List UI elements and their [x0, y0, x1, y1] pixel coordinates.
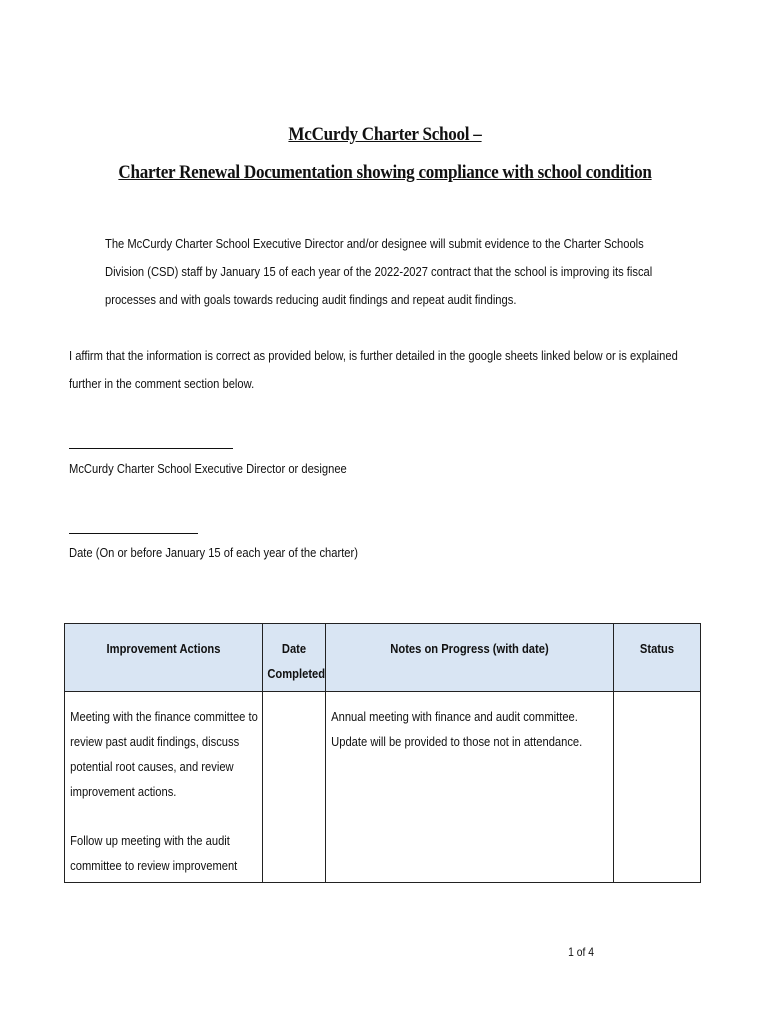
table-header-row	[65, 624, 701, 692]
improvement-actions-table	[64, 623, 701, 883]
affirmation-paragraph: I affirm that the information is correct as provided below, is further detailed in the google sheets linked below or is explained further in the comment section below.	[69, 348, 678, 391]
header-improvement-actions: Improvement Actions	[65, 624, 263, 692]
table-row	[65, 692, 701, 883]
document-title-line-1: McCurdy Charter School –	[288, 124, 482, 145]
date-line	[69, 533, 198, 534]
header-notes-on-progress: Notes on Progress (with date)	[326, 624, 614, 692]
header-date-completed: Date Completed	[263, 624, 326, 692]
intro-paragraph: The McCurdy Charter School Executive Director and/or designee will submit evidence to the Charter Schools Division (CSD) staff by January 15 of each year of the 2022-2027 contract that the school is improving its fiscal processes and with goals towards reducing audit findings and repeat audit findings.	[105, 236, 653, 307]
cell-improvement-action	[65, 692, 263, 883]
signature-line	[69, 448, 233, 449]
action-paragraph-2: Follow up meeting with the audit committee to review improvement	[70, 833, 238, 873]
cell-status	[614, 692, 701, 883]
date-label: Date (On or before January 15 of each year of the charter)	[69, 545, 358, 560]
header-status: Status	[614, 624, 701, 692]
action-paragraph-1: Meeting with the finance committee to review past audit findings, discuss potential root causes, and review improvement actions.	[70, 709, 258, 799]
cell-date-completed	[263, 692, 326, 883]
cell-notes: Annual meeting with finance and audit committee. Update will be provided to those not in attendance.	[326, 692, 614, 883]
document-title-line-2: Charter Renewal Documentation showing compliance with school condition	[118, 162, 652, 183]
page-number: 1 of 4	[568, 945, 594, 959]
signature-label: McCurdy Charter School Executive Director or designee	[69, 461, 347, 476]
